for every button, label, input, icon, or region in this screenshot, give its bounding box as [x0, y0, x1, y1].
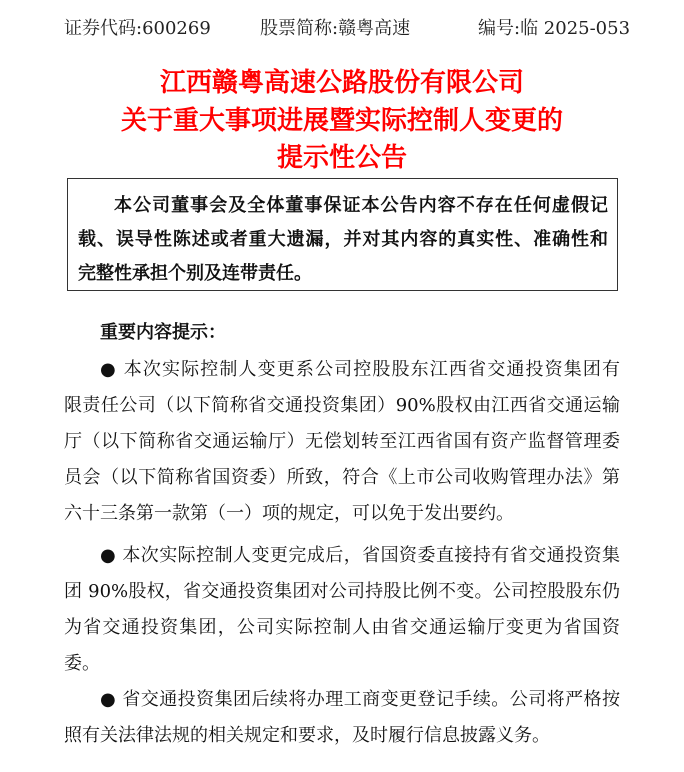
disclaimer-line: 完整性承担个别及连带责任。: [78, 263, 312, 284]
bullet-1-line: 员会（以下简称省国资委）所致，符合《上市公司收购管理办法》第: [64, 467, 620, 488]
stock-code: 证券代码:600269: [64, 18, 211, 39]
title-line-3: 提示性公告: [276, 143, 407, 173]
announcement-number: 编号:临 2025-053: [478, 18, 631, 39]
disclaimer-line: 载、误导性陈述或者重大遗漏，并对其内容的真实性、准确性和: [78, 229, 608, 250]
disclaimer-line: 本公司董事会及全体董事保证本公告内容不存在任何虚假记: [114, 195, 608, 216]
bullet-3-line: ● 省交通投资集团后续将办理工商变更登记手续。公司将严格按: [100, 689, 620, 710]
bullet-2-line: 委。: [64, 653, 100, 674]
bullet-2-line: 为省交通投资集团，公司实际控制人由省交通运输厅变更为省国资: [64, 617, 620, 638]
bullet-2-line: 团 90%股权，省交通投资集团对公司持股比例不变。公司控股股东仍: [64, 581, 620, 602]
bullet-2-line: ● 本次实际控制人变更完成后，省国资委直接持有省交通投资集: [100, 545, 620, 566]
title-line-1: 江西赣粤高速公路股份有限公司: [159, 68, 524, 98]
bullet-1-line: 六十三条第一款第（一）项的规定，可以免于发出要约。: [64, 503, 514, 524]
bullet-3-line: 照有关法律法规的相关规定和要求，及时履行信息披露义务。: [64, 725, 550, 746]
disclaimer-box: [67, 178, 618, 291]
bullet-1-line: 厅（以下简称省交通运输厅）无偿划转至江西省国有资产监督管理委: [64, 431, 620, 452]
bullet-1-line: ● 本次实际控制人变更系公司控股股东江西省交通投资集团有: [100, 359, 620, 380]
stock-name: 股票简称:赣粤高速: [260, 18, 411, 39]
bullet-1-line: 限责任公司（以下简称省交通投资集团）90%股权由江西省交通运输: [64, 395, 620, 416]
section-title: 重要内容提示：: [100, 322, 226, 343]
title-line-2: 关于重大事项进展暨实际控制人变更的: [120, 106, 563, 136]
